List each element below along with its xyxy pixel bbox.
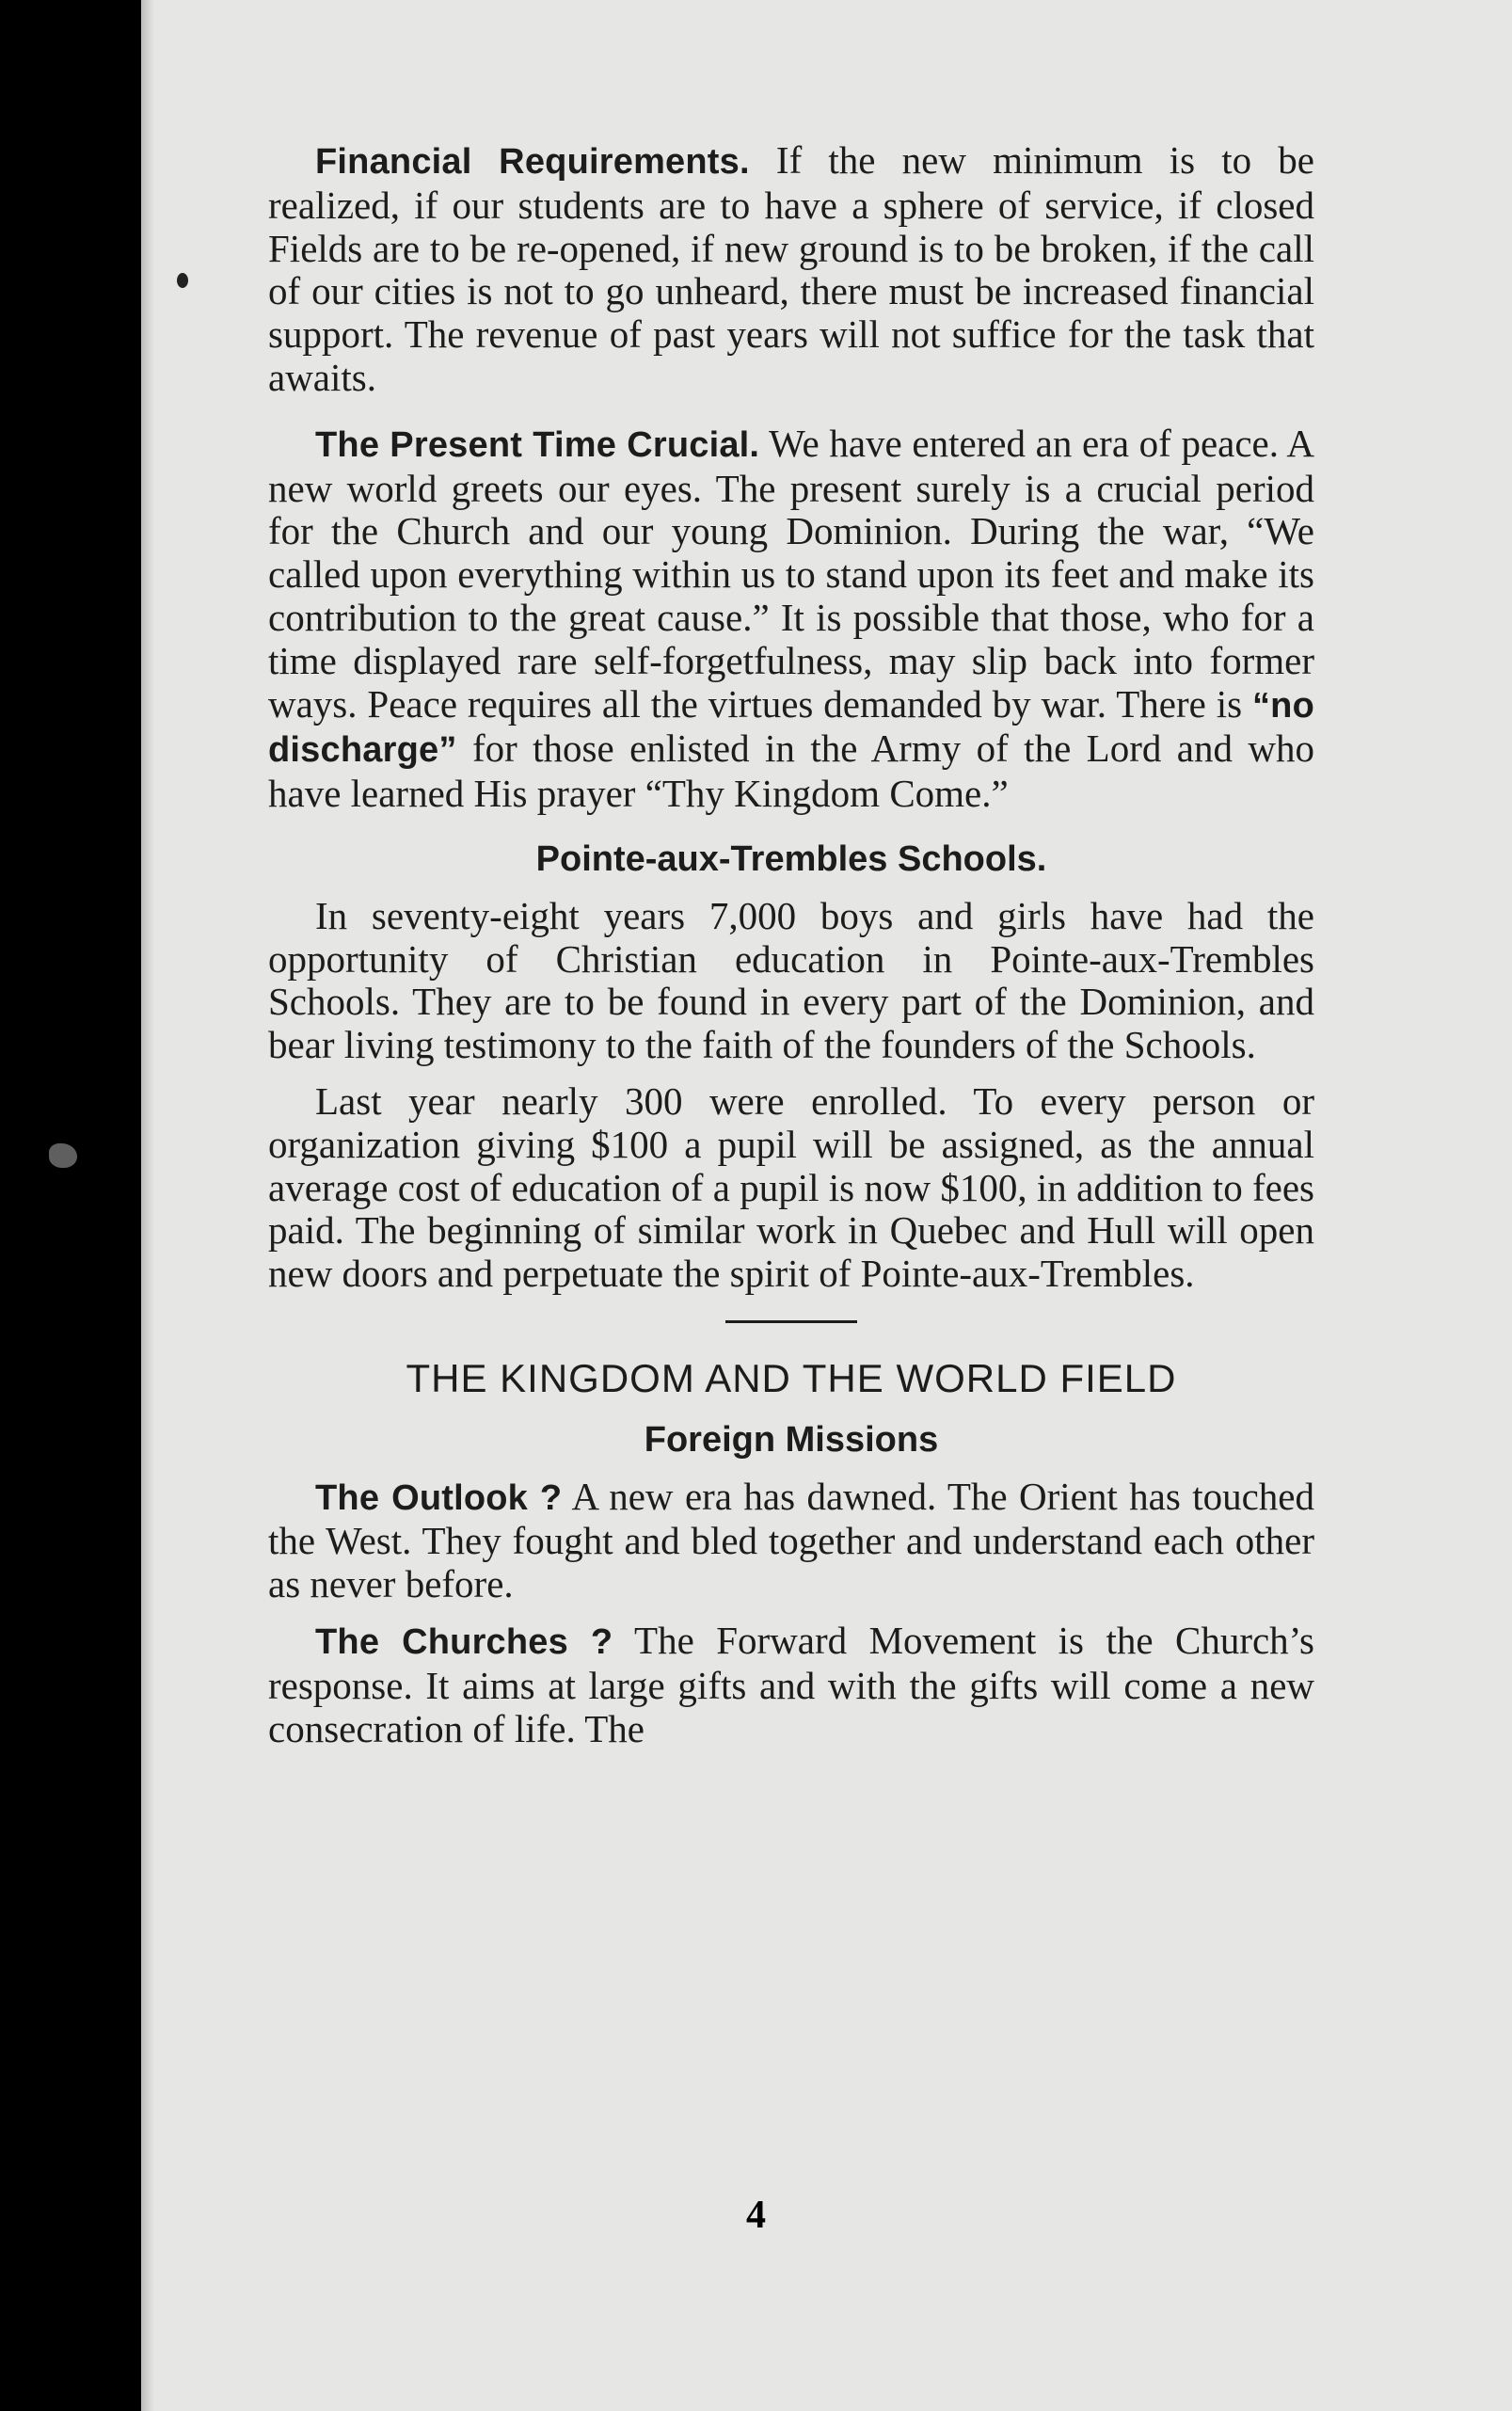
financial-requirements-paragraph	[268, 139, 1314, 400]
pointe-paragraph-2: Last year nearly 300 were enrolled. To every person or organization giving $100 a pupil will be assigned, as the annual average cost of education of a pupil is now $100, in addition to fees paid. The beginning of similar work in Quebec and Hull will open new doors and perpetuate the spirit of Pointe-aux-Trembles.	[268, 1078, 1314, 1296]
page-edge	[141, 0, 154, 2411]
outlook-paragraph	[268, 1476, 1314, 1606]
section-subtitle: Foreign Missions	[644, 1419, 939, 1460]
paragraph-heading: The Present Time Crucial.	[315, 424, 760, 465]
pointe-heading: Pointe-aux-Trembles Schools.	[535, 838, 1047, 879]
churches-paragraph	[268, 1620, 1314, 1750]
page-number: 4	[746, 2194, 766, 2237]
paragraph-text: A new era has dawned. The Orient has touched the West. They fought and bled together and understand each other as never before.	[268, 1474, 1315, 1606]
section-title: THE KINGDOM AND THE WORLD FIELD	[406, 1355, 1177, 1400]
present-time-paragraph	[268, 423, 1314, 816]
paragraph-text: The Forward Movement is the Church’s response. It aims at large gifts and with the gifts will come a new consecration of life. The	[268, 1618, 1315, 1750]
paragraph-text-continued: for those enlisted in the Army of the Lord and who have learned His prayer “Thy Kingdom Come.”	[268, 726, 1314, 816]
paragraph-heading: The Churches ?	[315, 1621, 613, 1662]
page-content	[268, 139, 1314, 1773]
paragraph-heading: Financial Requirements.	[315, 142, 750, 182]
ink-spot-mark	[177, 273, 188, 288]
emphasis-text: “no discharge”	[268, 685, 1314, 771]
paragraph-text: If the new minimum is to be realized, if our students are to have a sphere of service, if closed Fields are to be re-opened, if new ground is to be broken, if the call of our cities is not to go unheard, there must be increased financial support. The revenue of past years will not suffice for the task that awaits.	[268, 138, 1315, 399]
paragraph-heading: The Outlook ?	[315, 1477, 563, 1518]
section-divider	[725, 1320, 857, 1323]
paragraph-text: We have entered an era of peace. A new world greets our eyes. The present surely is a crucial period for the Church and our young Dominion. During the war, “We called upon everything within us to stand upon its feet and make its contribution to the great cause.” It is possible that those, who for a time displayed rare self-forgetfulness, may slip back into former ways. Peace requires all the virtues demanded by war. There is	[268, 421, 1314, 726]
margin-smudge-mark	[49, 1143, 77, 1168]
pointe-paragraph-1: In seventy-eight years 7,000 boys and girls have had the opportunity of Christian education in Pointe-aux-Trembles Schools. They are to be found in every part of the Dominion, and bear living testimony to the faith of the founders of the Schools.	[268, 893, 1314, 1067]
